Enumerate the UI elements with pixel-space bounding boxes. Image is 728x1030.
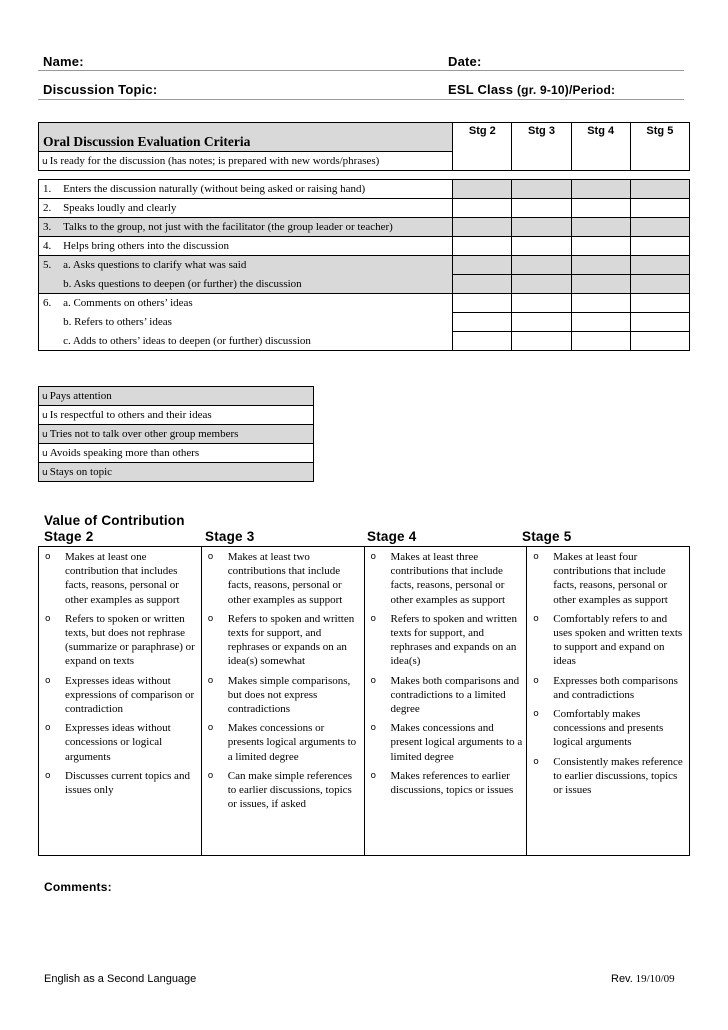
score-cell[interactable]: [453, 218, 512, 237]
stage-heading: Stage 5: [522, 529, 572, 544]
list-item-text: Refers to spoken or written texts, but does not rephrase (summarize or paraphrase) or expand on texts: [65, 612, 195, 668]
score-cell[interactable]: [571, 256, 630, 275]
circle-bullet-icon: o: [45, 613, 51, 624]
list-item-text: Makes simple comparisons, but does not express contradictions: [227, 674, 351, 716]
score-cell[interactable]: [512, 256, 571, 275]
list-item: [43, 769, 197, 797]
score-cell[interactable]: [512, 332, 571, 351]
bullet-icon: u: [42, 430, 48, 440]
class-label: [448, 82, 615, 97]
ready-item-text: Is ready for the discussion (has notes; is prepared with new words/phrases): [49, 155, 380, 167]
score-cell[interactable]: [571, 332, 630, 351]
footer-left: English as a Second Language: [44, 973, 197, 985]
score-cell[interactable]: [630, 294, 689, 313]
row-number: [39, 332, 64, 351]
behaviour-item: [39, 444, 314, 463]
stage-header: Stg 2: [453, 123, 512, 171]
score-cell[interactable]: [453, 275, 512, 294]
bullet-icon: u: [42, 392, 48, 402]
behaviour-text: Avoids speaking more than others: [49, 447, 200, 459]
behaviour-table: [38, 386, 314, 482]
criterion-text: Speaks loudly and clearly: [63, 199, 453, 218]
list-item: [206, 721, 360, 764]
list-item: [369, 612, 523, 669]
list-item: [43, 674, 197, 717]
list-item: [43, 721, 197, 764]
circle-bullet-icon: o: [207, 613, 214, 624]
circle-bullet-icon: o: [533, 613, 539, 624]
row-number: 2.: [39, 199, 64, 218]
topic-label: Discussion Topic:: [43, 82, 158, 97]
circle-bullet-icon: o: [533, 756, 539, 767]
list-item-text: Makes at least one contribution that includes facts, reasons, personal or other examples as support: [65, 551, 180, 606]
circle-bullet-icon: o: [370, 552, 377, 562]
bullet-icon: u: [42, 411, 48, 421]
value-title: Value of Contribution: [44, 513, 185, 528]
list-item: [531, 755, 685, 798]
list-item: [531, 707, 685, 750]
list-item-text: Discusses current topics and issues only: [65, 769, 190, 797]
list-item-text: Makes at least two contributions that include facts, reasons, personal or other examples as support: [227, 551, 343, 606]
row-number: [39, 275, 64, 294]
criterion-text: b. Refers to others’ ideas: [63, 313, 453, 332]
score-cell[interactable]: [512, 199, 571, 218]
score-cell[interactable]: [630, 332, 689, 351]
score-cell[interactable]: [571, 275, 630, 294]
list-item: [43, 550, 197, 607]
circle-bullet-icon: o: [370, 770, 377, 781]
score-cell[interactable]: [630, 256, 689, 275]
score-cell[interactable]: [453, 237, 512, 256]
score-cell[interactable]: [512, 237, 571, 256]
footer-rev: [611, 973, 675, 985]
score-cell[interactable]: [512, 313, 571, 332]
row-number: 5.: [39, 256, 64, 275]
score-cell[interactable]: [512, 180, 571, 199]
score-cell[interactable]: [453, 180, 512, 199]
list-item-text: Consistently makes reference to earlier discussions, topics or issues: [553, 755, 683, 797]
score-cell[interactable]: [571, 218, 630, 237]
date-label: Date:: [448, 54, 482, 69]
criteria-title: Oral Discussion Evaluation Criteria: [39, 123, 453, 152]
row-number: 4.: [39, 237, 64, 256]
circle-bullet-icon: o: [533, 552, 539, 562]
criterion-text: Helps bring others into the discussion: [63, 237, 453, 256]
score-cell[interactable]: [571, 199, 630, 218]
score-cell[interactable]: [630, 199, 689, 218]
behaviour-item: [39, 406, 314, 425]
list-item-text: Refers to spoken and written texts for support, and rephrases and expands on an idea(s): [390, 612, 517, 668]
stage-5-column: [527, 547, 690, 856]
circle-bullet-icon: o: [370, 613, 377, 624]
rev-date: 19/10/09: [635, 973, 675, 985]
score-cell[interactable]: [630, 237, 689, 256]
score-cell[interactable]: [453, 313, 512, 332]
criterion-text: a. Comments on others’ ideas: [63, 294, 453, 313]
bullet-icon: u: [42, 449, 48, 459]
list-item-text: Expresses both comparisons and contradictions: [553, 674, 678, 701]
behaviour-text: Pays attention: [49, 390, 112, 402]
list-item: [531, 674, 685, 702]
behaviour-text: Stays on topic: [49, 466, 113, 478]
stage-2-column: [39, 547, 202, 856]
behaviour-text: Tries not to talk over other group members: [49, 428, 239, 440]
row-number: 6.: [39, 294, 64, 313]
score-cell[interactable]: [630, 180, 689, 199]
criterion-text: Talks to the group, not just with the facilitator (the group leader or teacher): [63, 218, 453, 237]
stage-heading: Stage 4: [367, 529, 417, 544]
bullet-icon: u: [42, 157, 48, 167]
circle-bullet-icon: o: [533, 675, 539, 686]
circle-bullet-icon: o: [370, 723, 377, 734]
list-item: [369, 550, 523, 607]
circle-bullet-icon: o: [207, 723, 214, 734]
criterion-text: c. Adds to others’ ideas to deepen (or further) discussion: [63, 332, 453, 351]
score-cell[interactable]: [571, 294, 630, 313]
list-item-text: Expresses ideas without expressions of comparison or contradiction: [65, 674, 195, 716]
list-item: [206, 674, 360, 717]
list-item: [369, 674, 523, 717]
stage-3-column: [201, 547, 364, 856]
circle-bullet-icon: o: [45, 675, 51, 686]
circle-bullet-icon: o: [207, 675, 214, 686]
criteria-table: [38, 122, 690, 351]
score-cell[interactable]: [630, 313, 689, 332]
value-table: [38, 546, 690, 856]
list-item: [369, 769, 523, 797]
list-item-text: Refers to spoken and written texts for support, and rephrases or expands on an idea(s) somewhat: [227, 612, 355, 668]
list-item: [531, 612, 685, 669]
topic-line: [38, 99, 684, 100]
list-item-text: Makes concessions or presents logical arguments to a limited degree: [227, 722, 357, 763]
stage-heading: Stage 2: [44, 529, 94, 544]
list-item-text: Makes references to earlier discussions, topics or issues: [390, 769, 514, 797]
list-item-text: Expresses ideas without concessions or logical arguments: [65, 722, 171, 763]
score-cell[interactable]: [512, 218, 571, 237]
list-item: [206, 612, 360, 669]
circle-bullet-icon: o: [45, 552, 51, 562]
score-cell[interactable]: [453, 294, 512, 313]
bullet-icon: u: [42, 468, 48, 478]
list-item: [206, 550, 360, 607]
list-item-text: Comfortably refers to and uses spoken and written texts to support and expand on ideas: [553, 612, 683, 668]
spacer: [39, 171, 690, 180]
list-item-text: Comfortably makes concessions and presents logical arguments: [553, 708, 664, 749]
stage-4-column: [364, 547, 527, 856]
score-cell[interactable]: [571, 237, 630, 256]
criterion-text: b. Asks questions to deepen (or further) the discussion: [63, 275, 453, 294]
circle-bullet-icon: o: [45, 723, 51, 734]
class-label-main: ESL Class: [448, 82, 514, 97]
list-item-text: Makes at least three contributions that include facts, reasons, personal or other examples as support: [390, 551, 506, 606]
list-item-text: Makes both comparisons and contradictions to a limited degree: [390, 674, 520, 716]
circle-bullet-icon: o: [45, 770, 51, 781]
row-number: 3.: [39, 218, 64, 237]
stage-header: Stg 4: [571, 123, 630, 171]
circle-bullet-icon: o: [207, 552, 214, 562]
circle-bullet-icon: o: [207, 770, 214, 781]
list-item-text: Makes concessions and present logical arguments to a limited degree: [390, 722, 523, 763]
list-item: [531, 550, 685, 607]
behaviour-item: [39, 387, 314, 406]
rev-label: Rev.: [611, 973, 633, 985]
class-label-sub: (gr. 9-10)/Period:: [516, 83, 616, 97]
circle-bullet-icon: o: [370, 675, 377, 686]
name-line: [38, 70, 684, 71]
score-cell[interactable]: [453, 256, 512, 275]
list-item: [43, 612, 197, 669]
score-cell[interactable]: [571, 313, 630, 332]
name-label: Name:: [43, 54, 84, 69]
score-cell[interactable]: [512, 275, 571, 294]
row-number: [39, 313, 64, 332]
score-cell[interactable]: [630, 218, 689, 237]
behaviour-item: [39, 425, 314, 444]
stage-header: Stg 3: [512, 123, 571, 171]
circle-bullet-icon: o: [533, 709, 539, 720]
ready-item: [39, 152, 453, 171]
score-cell[interactable]: [512, 294, 571, 313]
score-cell[interactable]: [453, 199, 512, 218]
comments-label: Comments:: [44, 880, 112, 894]
list-item: [206, 769, 360, 812]
criterion-text: Enters the discussion naturally (without being asked or raising hand): [63, 180, 453, 199]
score-cell[interactable]: [630, 275, 689, 294]
stage-heading: Stage 3: [205, 529, 255, 544]
row-number: 1.: [39, 180, 64, 199]
score-cell[interactable]: [571, 180, 630, 199]
list-item-text: Can make simple references to earlier discussions, topics or issues, if asked: [227, 769, 353, 811]
criterion-text: a. Asks questions to clarify what was said: [63, 256, 453, 275]
score-cell[interactable]: [453, 332, 512, 351]
list-item: [369, 721, 523, 764]
stage-header: Stg 5: [630, 123, 689, 171]
behaviour-item: [39, 463, 314, 482]
behaviour-text: Is respectful to others and their ideas: [49, 409, 212, 421]
list-item-text: Makes at least four contributions that include facts, reasons, personal or other examples as support: [553, 551, 668, 606]
